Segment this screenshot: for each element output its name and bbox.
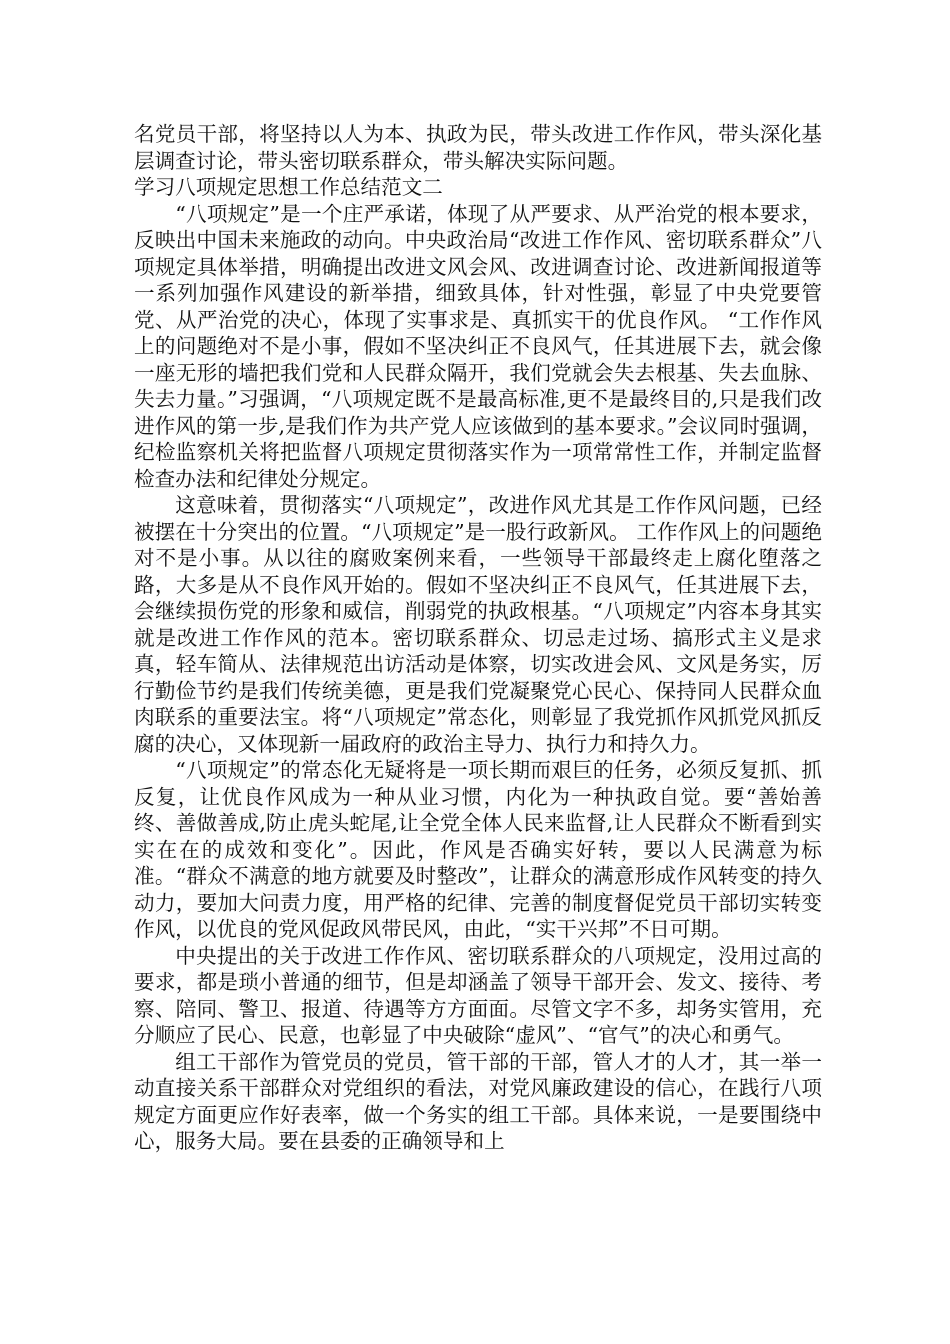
paragraph-5: 组工干部作为管党员的党员，管干部的干部，管人才的人才，其一举一动直接关系干部群众对党组织的看法，对党风廉政建设的信心，在践行八项规定方面更应作好表率，做一个务实的组工干部。具体来说，一是要围绕中心，服务大局。要在县委的正确领导和上: [134, 1049, 822, 1153]
document-page: [134, 121, 822, 1155]
paragraph-4: 中央提出的关于改进工作作风、密切联系群众的八项规定，没用过高的要求，都是琐小普通的细节，但是却涵盖了领导干部开会、发文、接待、考察、陪同、警卫、报道、待遇等方方面面。尽管文字不多，却务实管用，充分顺应了民心、民意，也彰显了中央破除“虚风”、“官气”的决心和勇气。: [134, 943, 822, 1047]
paragraph-1: “八项规定”是一个庄严承诺，体现了从严要求、从严治党的根本要求，反映出中国未来施政的动向。中央政治局“改进工作作风、密切联系群众”八项规定具体举措，明确提出改进文风会风、改进调查讨论、改进新闻报道等一系列加强作风建设的新举措，细致具体，针对性强，彰显了中央党要管党、从严治党的决心，体现了实事求是、真抓实干的优良作风。 “工作作风上的问题绝对不是小事，假如不坚决纠正不良风气，任其进展下去，就会像一座无形的墙把我们党和人民群众隔开，我们党就会失去根基、失去血脉、失去力量。”习强调，“八项规定既不是最高标准,更不是最终目的,只是我们改进作风的第一步,是我们作为共产党人应该做到的基本要求。”会议同时强调，纪检监察机关将把监督八项规定贯彻落实作为一项常常性工作，并制定监督检查办法和纪律处分规定。: [134, 201, 822, 491]
paragraph-continuation: 名党员干部，将坚持以人为本、执政为民，带头改进工作作风，带头深化基层调查讨论，带头密切联系群众，带头解决实际问题。: [134, 122, 822, 173]
paragraph-2: 这意味着，贯彻落实“八项规定”，改进作风尤其是工作作风问题，已经被摆在十分突出的位置。“八项规定”是一股行政新风。 工作作风上的问题绝对不是小事。从以往的腐败案例来看，一些领导干部最终走上腐化堕落之路，大多是从不良作风开始的。假如不坚决纠正不良风气，任其进展下去，会继续损伤党的形象和威信，削弱党的执政根基。“八项规定”内容本身其实就是改进工作作风的范本。密切联系群众、切忌走过场、搞形式主义是求真，轻车简从、法律规范出访活动是体察，切实改进会风、文风是务实，厉行勤俭节约是我们传统美德，更是我们党凝聚党心民心、保持同人民群众血肉联系的重要法宝。将“八项规定”常态化，则彰显了我党抓作风抓党风抓反腐的决心，又体现新一届政府的政治主导力、执行力和持久力。: [134, 493, 822, 756]
section-heading: 学习八项规定思想工作总结范文二: [134, 175, 443, 199]
paragraph-3: “八项规定”的常态化无疑将是一项长期而艰巨的任务，必须反复抓、抓反复，让优良作风成为一种从业习惯，内化为一种执政自觉。要“善始善终、善做善成,防止虎头蛇尾,让全党全体人民来监督,让人民群众不断看到实实在在的成效和变化”。因此，作风是否确实好转，要以人民满意为标准。“群众不满意的地方就要及时整改”，让群众的满意形成作风转变的持久动力，要加大问责力度，用严格的纪律、完善的制度督促党员干部切实转变作风，以优良的党风促政风带民风，由此，“实干兴邦”不日可期。: [134, 758, 822, 941]
